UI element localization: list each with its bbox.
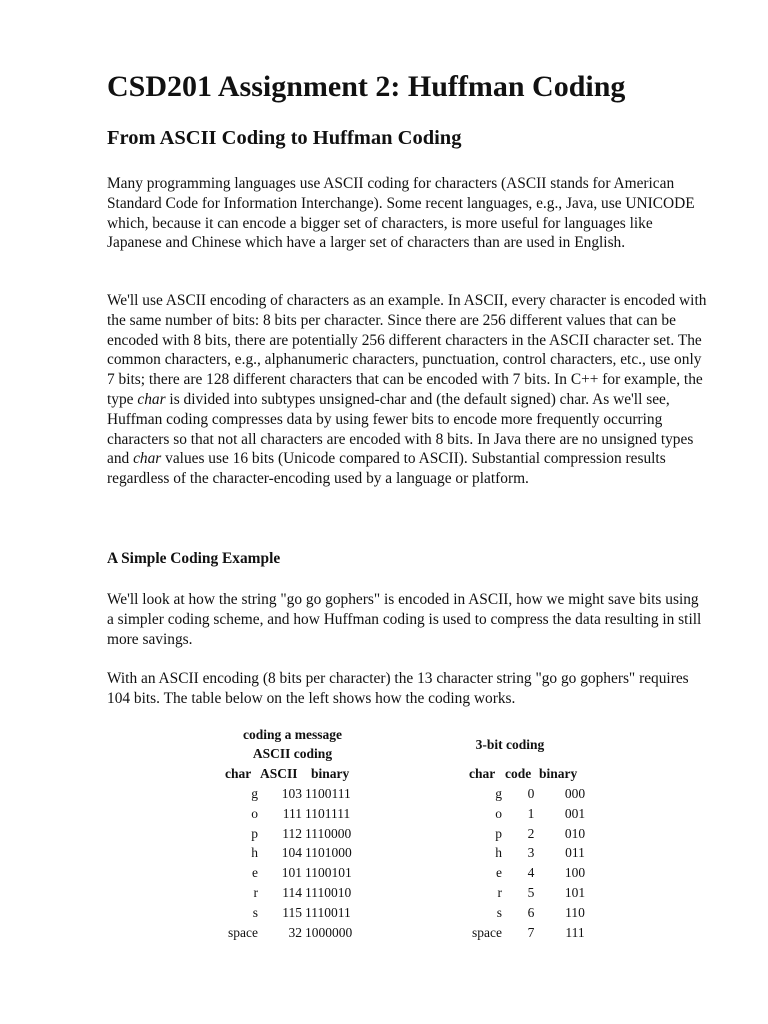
table-cell-char: e [252,865,258,881]
table-cell-ascii: 111 [282,805,302,821]
table-cell-char: g [495,786,502,801]
table-cell-code: 2 [527,825,535,841]
column-header-char: char [469,766,496,781]
table-cell-char: r [497,885,502,900]
char-keyword: char [133,450,162,468]
table-cell-binary: 1100101 [305,865,352,881]
table-cell-binary: 111 [565,924,585,940]
column-header-char: char [225,766,252,781]
char-keyword: char [137,390,166,408]
table-cell-char: e [496,865,502,881]
paragraph-text: is divided into subtypes unsigned-char and (the default signed) char. As we'll see, Huffman coding compresses data by using fewer bits to encode more frequently occurring characters so that not all characters are encoded with 8 bits. In Java there are no unsigned types and [107,390,694,468]
table-caption: 3-bit coding [475,737,545,752]
section-heading-ascii-to-huffman: From ASCII Coding to Huffman Coding [107,127,462,149]
table-cell-char: h [251,845,258,861]
table-cell-binary: 1101000 [305,845,352,861]
table-cell-binary: 1110000 [305,825,352,841]
table-cell-binary: 1110011 [305,904,351,920]
table-cell-char: o [495,805,502,821]
table-cell-code: 3 [527,845,535,861]
table-cell-ascii: 32 [288,924,302,940]
table-cell-binary: 1100111 [305,786,351,801]
table-cell-char: o [251,805,258,821]
table-cell-char: h [495,845,502,861]
table-cell-ascii: 112 [282,825,302,841]
paragraph-intro: Many programming languages use ASCII coding for characters (ASCII stands for American Standard Code for Information Interchange). Some recent languages, e.g., Java, use UNICODE which, because it can encode a bigger set of characters, is more useful for languages like Japanese and Chinese which have a larger set of characters than are used in English. [107,175,695,252]
paragraph-ascii-bits: With an ASCII encoding (8 bits per character) the 13 character string "go go gophers" requires 104 bits. The table below on the left shows how the coding works. [107,670,689,707]
page-title: CSD201 Assignment 2: Huffman Coding [107,70,626,103]
table-cell-binary: 110 [565,904,585,920]
paragraph-ascii-encoding [107,291,707,489]
section-heading-simple-example: A Simple Coding Example [107,550,281,567]
paragraph-text: We'll use ASCII encoding of characters as an example. In ASCII, every character is encoded with the same number of bits: 8 bits per character. Since there are 256 different values that can be encoded with 8 bits, there are potentially 256 different characters in the ASCII character set. The common characters, e.g., alphanumeric characters, punctuation, control characters, etc., use only 7 bits; there are 128 different characters that can be encoded with 7 bits. In C++ for example, the type [107,292,707,408]
table-cell-binary: 001 [564,805,586,821]
table-cell-char: space [228,924,258,940]
table-cell-binary: 011 [565,845,585,861]
table-cell-char: s [496,904,502,920]
column-header-code: code [505,766,532,781]
column-header-binary: binary [311,766,350,781]
paragraph-go-gophers: We'll look at how the string "go go gophers" is encoded in ASCII, how we might save bits using a simpler coding scheme, and how Huffman coding is used to compress the data resulting in still more savings. [107,591,702,648]
table-cell-binary: 1101111 [305,805,351,821]
table-caption: ASCII coding [252,746,333,761]
table-cell-char: p [495,825,502,841]
column-header-ascii: ASCII [260,766,298,781]
table-cell-ascii: 114 [282,885,302,900]
table-caption: coding a message [243,727,342,742]
table-cell-binary: 101 [564,885,586,900]
table-cell-code: 4 [527,865,535,881]
table-cell-char: p [251,825,258,841]
table-cell-binary: 010 [564,825,586,841]
table-cell-char: g [251,786,258,801]
table-cell-code: 1 [527,805,535,821]
column-header-binary: binary [539,766,578,781]
table-cell-binary: 1000000 [305,924,353,940]
table-cell-binary: 000 [564,786,586,801]
table-cell-ascii: 115 [282,904,302,920]
table-cell-char: r [253,885,258,900]
table-cell-code: 6 [527,904,535,920]
table-cell-binary: 1110010 [305,885,352,900]
table-cell-ascii: 101 [281,865,302,881]
table-cell-ascii: 103 [281,786,302,801]
table-cell-code: 5 [527,885,535,900]
table-cell-code: 0 [527,786,535,801]
table-cell-code: 7 [527,924,535,940]
table-cell-char: s [252,904,258,920]
table-cell-char: space [472,924,502,940]
table-cell-binary: 100 [564,865,586,881]
paragraph-text: values use 16 bits (Unicode compared to ASCII). Substantial compression results regardless of the character-encoding used by a language or platform. [107,450,666,488]
table-cell-ascii: 104 [281,845,302,861]
